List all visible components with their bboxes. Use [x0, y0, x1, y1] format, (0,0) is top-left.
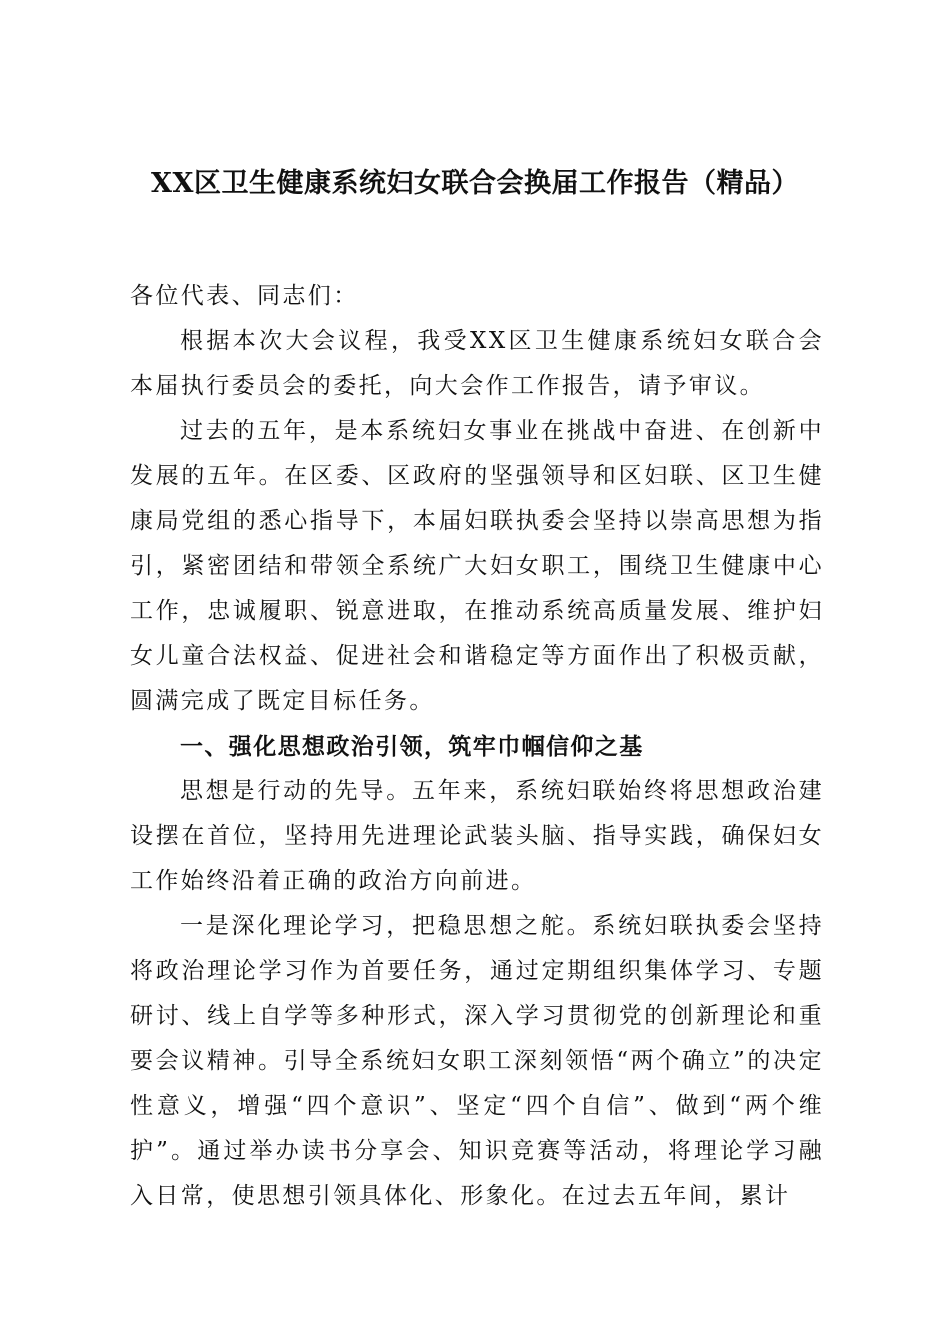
document-title: XX区卫生健康系统妇女联合会换届工作报告（精品） [151, 168, 799, 199]
intro-paragraph: 根据本次大会议程，我受XX区卫生健康系统妇女联合会本届执行委员会的委托，向大会作工作报告，请予审议。 [130, 328, 824, 399]
document-body [130, 274, 824, 1219]
section-paragraph: 思想是行动的先导。五年来，系统妇联始终将思想政治建设摆在首位，坚持用先进理论武装头脑、指导实践，确保妇女工作始终沿着正确的政治方向前进。 [130, 778, 824, 894]
section-heading: 一、强化思想政治引领，筑牢巾帼信仰之基 [180, 733, 644, 760]
salutation: 各位代表、同志们： [130, 283, 359, 309]
review-paragraph: 过去的五年，是本系统妇女事业在挑战中奋进、在创新中发展的五年。在区委、区政府的坚强领导和区妇联、区卫生健康局党组的悉心指导下，本届妇联执委会坚持以崇高思想为指引，紧密团结和带领全系统广大妇女职工，围绕卫生健康中心工作，忠诚履职、锐意进取，在推动系统高质量发展、维护妇女儿童合法权益、促进社会和谐稳定等方面作出了积极贡献，圆满完成了既定目标任务。 [130, 418, 824, 714]
section-paragraph: 一是深化理论学习，把稳思想之舵。系统妇联执委会坚持将政治理论学习作为首要任务，通过定期组织集体学习、专题研讨、线上自学等多种形式，深入学习贯彻党的创新理论和重要会议精神。引导全系统妇女职工深刻领悟“两个确立”的决定性意义，增强“四个意识”、坚定“四个自信”、做到“两个维护”。通过举办读书分享会、知识竞赛等活动，将理论学习融入日常，使思想引领具体化、形象化。在过去五年间，累计 [130, 913, 824, 1209]
